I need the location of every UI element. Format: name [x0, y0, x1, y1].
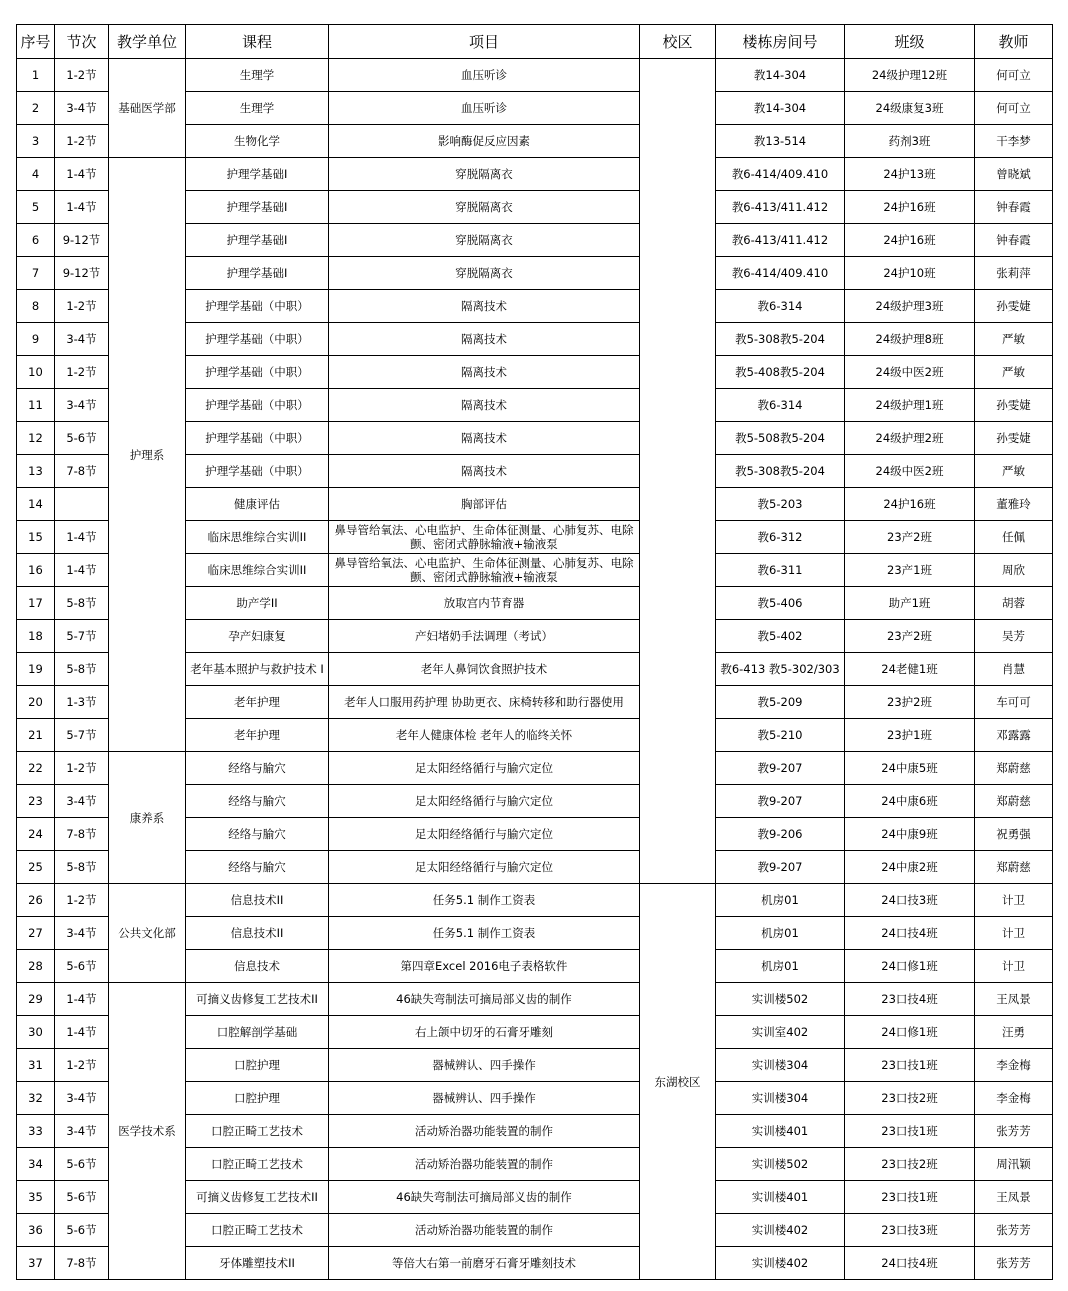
row-teacher: 计卫: [975, 950, 1053, 983]
row-project: 产妇堵奶手法调理（考试）: [329, 620, 640, 653]
row-class: 24护13班: [845, 158, 975, 191]
row-period: 1-2节: [55, 59, 109, 92]
row-no: 4: [17, 158, 55, 191]
row-no: 13: [17, 455, 55, 488]
row-course: 临床思维综合实训II: [186, 521, 329, 554]
row-no: 21: [17, 719, 55, 752]
row-course: 口腔解剖学基础: [186, 1016, 329, 1049]
row-period: 5-8节: [55, 653, 109, 686]
row-course: 口腔正畸工艺技术: [186, 1148, 329, 1181]
row-period: 1-4节: [55, 1016, 109, 1049]
row-room: 教9-206: [716, 818, 845, 851]
row-no: 23: [17, 785, 55, 818]
row-course: 经络与腧穴: [186, 785, 329, 818]
row-teacher: 曾晓斌: [975, 158, 1053, 191]
header-no: 序号: [17, 25, 55, 59]
row-no: 19: [17, 653, 55, 686]
row-course: 经络与腧穴: [186, 752, 329, 785]
row-class: 助产1班: [845, 587, 975, 620]
row-period: 5-8节: [55, 587, 109, 620]
row-room: 实训楼502: [716, 1148, 845, 1181]
row-no: 10: [17, 356, 55, 389]
row-period: 1-2节: [55, 125, 109, 158]
row-course: 助产学II: [186, 587, 329, 620]
row-project: 足太阳经络循行与腧穴定位: [329, 752, 640, 785]
row-room: 实训楼304: [716, 1082, 845, 1115]
row-room: 教9-207: [716, 851, 845, 884]
unit-cell: 公共文化部: [109, 884, 186, 983]
row-course: 护理学基础I: [186, 158, 329, 191]
row-period: 5-6节: [55, 1214, 109, 1247]
row-class: 24级护理8班: [845, 323, 975, 356]
row-period: 5-6节: [55, 1181, 109, 1214]
row-course: 牙体雕塑技术II: [186, 1247, 329, 1280]
row-no: 34: [17, 1148, 55, 1181]
row-teacher: 孙雯婕: [975, 290, 1053, 323]
row-project: 足太阳经络循行与腧穴定位: [329, 785, 640, 818]
row-teacher: 郑蔚慈: [975, 785, 1053, 818]
row-no: 18: [17, 620, 55, 653]
unit-cell: 基础医学部: [109, 59, 186, 158]
row-course: 经络与腧穴: [186, 851, 329, 884]
row-project: 穿脱隔离衣: [329, 224, 640, 257]
row-period: 3-4节: [55, 917, 109, 950]
row-teacher: 计卫: [975, 917, 1053, 950]
row-project: 穿脱隔离衣: [329, 257, 640, 290]
row-room: 教6-312: [716, 521, 845, 554]
row-class: 23口技4班: [845, 983, 975, 1016]
row-period: 9-12节: [55, 224, 109, 257]
row-period: 1-2节: [55, 290, 109, 323]
row-period: 1-4节: [55, 521, 109, 554]
row-course: 可摘义齿修复工艺技术II: [186, 1181, 329, 1214]
row-no: 3: [17, 125, 55, 158]
row-period: [55, 488, 109, 521]
row-project: 老年人口服用药护理 协助更衣、床椅转移和助行器使用: [329, 686, 640, 719]
row-project: 隔离技术: [329, 323, 640, 356]
row-period: 3-4节: [55, 389, 109, 422]
table-row: [17, 59, 1053, 92]
row-class: 23口技2班: [845, 1148, 975, 1181]
header-class: 班级: [845, 25, 975, 59]
row-course: 临床思维综合实训II: [186, 554, 329, 587]
row-project: 老年人健康体检 老年人的临终关怀: [329, 719, 640, 752]
row-room: 实训楼401: [716, 1181, 845, 1214]
row-project: 等倍大右第一前磨牙石膏牙雕刻技术: [329, 1247, 640, 1280]
row-teacher: 任佩: [975, 521, 1053, 554]
row-no: 27: [17, 917, 55, 950]
row-teacher: 郑蔚慈: [975, 752, 1053, 785]
row-teacher: 孙雯婕: [975, 422, 1053, 455]
header-course: 课程: [186, 25, 329, 59]
row-teacher: 董雅玲: [975, 488, 1053, 521]
row-project: 胸部评估: [329, 488, 640, 521]
row-period: 1-2节: [55, 752, 109, 785]
row-period: 5-8节: [55, 851, 109, 884]
row-class: 24中康6班: [845, 785, 975, 818]
row-no: 29: [17, 983, 55, 1016]
row-no: 5: [17, 191, 55, 224]
row-no: 20: [17, 686, 55, 719]
row-no: 24: [17, 818, 55, 851]
row-period: 5-7节: [55, 620, 109, 653]
row-period: 3-4节: [55, 323, 109, 356]
row-course: 护理学基础I: [186, 257, 329, 290]
row-no: 14: [17, 488, 55, 521]
row-no: 22: [17, 752, 55, 785]
row-project: 隔离技术: [329, 389, 640, 422]
row-project: 血压听诊: [329, 59, 640, 92]
row-room: 教6-414/409.410: [716, 158, 845, 191]
row-project: 隔离技术: [329, 290, 640, 323]
row-no: 36: [17, 1214, 55, 1247]
row-course: 信息技术II: [186, 884, 329, 917]
row-project: 46缺失弯制法可摘局部义齿的制作: [329, 983, 640, 1016]
row-class: 24护16班: [845, 224, 975, 257]
row-course: 孕产妇康复: [186, 620, 329, 653]
row-project: 器械辨认、四手操作: [329, 1082, 640, 1115]
row-no: 2: [17, 92, 55, 125]
row-no: 35: [17, 1181, 55, 1214]
row-period: 1-2节: [55, 1049, 109, 1082]
table-row: [17, 884, 1053, 917]
row-class: 23产2班: [845, 521, 975, 554]
row-course: 可摘义齿修复工艺技术II: [186, 983, 329, 1016]
row-project: 第四章Excel 2016电子表格软件: [329, 950, 640, 983]
row-no: 28: [17, 950, 55, 983]
row-teacher: 胡蓉: [975, 587, 1053, 620]
row-teacher: 计卫: [975, 884, 1053, 917]
row-class: 23产2班: [845, 620, 975, 653]
row-project: 足太阳经络循行与腧穴定位: [329, 818, 640, 851]
row-room: 教5-406: [716, 587, 845, 620]
row-teacher: 严敏: [975, 323, 1053, 356]
row-teacher: 干李梦: [975, 125, 1053, 158]
row-no: 25: [17, 851, 55, 884]
row-teacher: 严敏: [975, 356, 1053, 389]
header-room: 楼栋房间号: [716, 25, 845, 59]
row-period: 5-6节: [55, 422, 109, 455]
row-class: 24级康复3班: [845, 92, 975, 125]
row-class: 23口技2班: [845, 1082, 975, 1115]
row-no: 16: [17, 554, 55, 587]
row-class: 24口技3班: [845, 884, 975, 917]
row-period: 3-4节: [55, 1115, 109, 1148]
row-course: 生理学: [186, 92, 329, 125]
header-unit: 教学单位: [109, 25, 186, 59]
row-class: 24中康9班: [845, 818, 975, 851]
row-no: 17: [17, 587, 55, 620]
row-project: 隔离技术: [329, 422, 640, 455]
row-no: 32: [17, 1082, 55, 1115]
row-class: 24级护理12班: [845, 59, 975, 92]
row-class: 24中康2班: [845, 851, 975, 884]
row-room: 机房01: [716, 950, 845, 983]
row-period: 1-4节: [55, 554, 109, 587]
row-class: 24级中医2班: [845, 356, 975, 389]
row-project: 活动矫治器功能装置的制作: [329, 1214, 640, 1247]
row-room: 教14-304: [716, 92, 845, 125]
row-room: 教6-413/411.412: [716, 191, 845, 224]
table-row: [17, 983, 1053, 1016]
row-class: 24护16班: [845, 191, 975, 224]
row-period: 3-4节: [55, 92, 109, 125]
row-room: 教9-207: [716, 785, 845, 818]
row-room: 教6-311: [716, 554, 845, 587]
row-room: 教5-210: [716, 719, 845, 752]
row-project: 影响酶促反应因素: [329, 125, 640, 158]
row-room: 实训楼401: [716, 1115, 845, 1148]
row-period: 1-2节: [55, 884, 109, 917]
row-room: 实训楼502: [716, 983, 845, 1016]
schedule-table: [16, 24, 1053, 1280]
header-campus: 校区: [640, 25, 716, 59]
row-teacher: 周欣: [975, 554, 1053, 587]
row-course: 信息技术II: [186, 917, 329, 950]
row-period: 1-4节: [55, 191, 109, 224]
row-class: 24老健1班: [845, 653, 975, 686]
row-no: 31: [17, 1049, 55, 1082]
row-period: 1-4节: [55, 983, 109, 1016]
row-course: 生物化学: [186, 125, 329, 158]
row-period: 5-6节: [55, 950, 109, 983]
row-class: 24级护理1班: [845, 389, 975, 422]
row-class: 24护16班: [845, 488, 975, 521]
header-teacher: 教师: [975, 25, 1053, 59]
row-room: 教9-207: [716, 752, 845, 785]
row-teacher: 孙雯婕: [975, 389, 1053, 422]
row-project: 鼻导管给氧法、心电监护、生命体征测量、心肺复苏、电除颤、密闭式静脉输液+输液泵: [329, 521, 640, 554]
row-room: 教6-314: [716, 389, 845, 422]
row-teacher: 何可立: [975, 92, 1053, 125]
table-row: [17, 158, 1053, 191]
row-class: 24口修1班: [845, 1016, 975, 1049]
row-teacher: 张莉萍: [975, 257, 1053, 290]
row-period: 3-4节: [55, 1082, 109, 1115]
row-project: 器械辨认、四手操作: [329, 1049, 640, 1082]
header-project: 项目: [329, 25, 640, 59]
row-project: 活动矫治器功能装置的制作: [329, 1115, 640, 1148]
row-room: 教14-304: [716, 59, 845, 92]
row-no: 26: [17, 884, 55, 917]
campus-cell-empty: [640, 59, 716, 884]
row-teacher: 郑蔚慈: [975, 851, 1053, 884]
row-course: 口腔正畸工艺技术: [186, 1214, 329, 1247]
row-room: 教5-402: [716, 620, 845, 653]
row-teacher: 肖慧: [975, 653, 1053, 686]
row-room: 教5-308教5-204: [716, 323, 845, 356]
row-no: 7: [17, 257, 55, 290]
row-teacher: 周汛颖: [975, 1148, 1053, 1181]
campus-cell: 东湖校区: [640, 884, 716, 1280]
row-class: 23口技1班: [845, 1115, 975, 1148]
row-no: 37: [17, 1247, 55, 1280]
row-room: 教5-308教5-204: [716, 455, 845, 488]
row-course: 护理学基础I: [186, 224, 329, 257]
row-room: 教6-314: [716, 290, 845, 323]
row-project: 活动矫治器功能装置的制作: [329, 1148, 640, 1181]
row-room: 教5-209: [716, 686, 845, 719]
row-period: 1-2节: [55, 356, 109, 389]
row-course: 老年护理: [186, 686, 329, 719]
row-period: 1-3节: [55, 686, 109, 719]
row-course: 经络与腧穴: [186, 818, 329, 851]
row-period: 1-4节: [55, 158, 109, 191]
row-room: 实训楼402: [716, 1247, 845, 1280]
header-row: [17, 25, 1053, 59]
row-teacher: 祝勇强: [975, 818, 1053, 851]
row-teacher: 吴芳: [975, 620, 1053, 653]
row-room: 教5-408教5-204: [716, 356, 845, 389]
row-class: 23产1班: [845, 554, 975, 587]
row-no: 9: [17, 323, 55, 356]
row-class: 24级中医2班: [845, 455, 975, 488]
row-teacher: 何可立: [975, 59, 1053, 92]
row-course: 护理学基础（中职）: [186, 422, 329, 455]
row-period: 5-6节: [55, 1148, 109, 1181]
header-period: 节次: [55, 25, 109, 59]
row-course: 护理学基础I: [186, 191, 329, 224]
row-class: 24护10班: [845, 257, 975, 290]
row-teacher: 严敏: [975, 455, 1053, 488]
row-course: 健康评估: [186, 488, 329, 521]
row-room: 实训室402: [716, 1016, 845, 1049]
row-period: 3-4节: [55, 785, 109, 818]
row-teacher: 汪勇: [975, 1016, 1053, 1049]
row-project: 46缺失弯制法可摘局部义齿的制作: [329, 1181, 640, 1214]
row-project: 任务5.1 制作工资表: [329, 917, 640, 950]
row-teacher: 李金梅: [975, 1049, 1053, 1082]
row-teacher: 张芳芳: [975, 1247, 1053, 1280]
row-room: 教6-413/411.412: [716, 224, 845, 257]
unit-cell: 医学技术系: [109, 983, 186, 1280]
row-class: 24口技4班: [845, 1247, 975, 1280]
row-no: 8: [17, 290, 55, 323]
row-room: 机房01: [716, 917, 845, 950]
row-class: 23护2班: [845, 686, 975, 719]
row-no: 6: [17, 224, 55, 257]
row-room: 教13-514: [716, 125, 845, 158]
row-project: 穿脱隔离衣: [329, 191, 640, 224]
row-class: 24口修1班: [845, 950, 975, 983]
row-no: 11: [17, 389, 55, 422]
row-course: 老年基本照护与救护技术 I: [186, 653, 329, 686]
row-period: 7-8节: [55, 455, 109, 488]
unit-cell: 护理系: [109, 158, 186, 752]
row-teacher: 王凤景: [975, 1181, 1053, 1214]
row-no: 1: [17, 59, 55, 92]
row-teacher: 邓露露: [975, 719, 1053, 752]
row-course: 老年护理: [186, 719, 329, 752]
row-course: 护理学基础（中职）: [186, 356, 329, 389]
schedule-body: [17, 59, 1053, 1280]
row-room: 教6-414/409.410: [716, 257, 845, 290]
row-period: 7-8节: [55, 818, 109, 851]
row-class: 24中康5班: [845, 752, 975, 785]
row-course: 护理学基础（中职）: [186, 323, 329, 356]
row-teacher: 张芳芳: [975, 1115, 1053, 1148]
row-teacher: 车可可: [975, 686, 1053, 719]
row-period: 7-8节: [55, 1247, 109, 1280]
row-project: 隔离技术: [329, 356, 640, 389]
row-project: 穿脱隔离衣: [329, 158, 640, 191]
row-project: 血压听诊: [329, 92, 640, 125]
row-class: 23口技3班: [845, 1214, 975, 1247]
row-course: 口腔正畸工艺技术: [186, 1115, 329, 1148]
row-room: 教5-508教5-204: [716, 422, 845, 455]
row-no: 30: [17, 1016, 55, 1049]
row-course: 护理学基础（中职）: [186, 455, 329, 488]
row-class: 23口技1班: [845, 1181, 975, 1214]
row-no: 12: [17, 422, 55, 455]
row-room: 实训楼402: [716, 1214, 845, 1247]
row-class: 23口技1班: [845, 1049, 975, 1082]
row-teacher: 张芳芳: [975, 1214, 1053, 1247]
row-class: 24级护理3班: [845, 290, 975, 323]
row-project: 任务5.1 制作工资表: [329, 884, 640, 917]
row-project: 隔离技术: [329, 455, 640, 488]
row-class: 24级护理2班: [845, 422, 975, 455]
row-project: 鼻导管给氧法、心电监护、生命体征测量、心肺复苏、电除颤、密闭式静脉输液+输液泵: [329, 554, 640, 587]
row-project: 放取宫内节育器: [329, 587, 640, 620]
row-no: 33: [17, 1115, 55, 1148]
row-course: 信息技术: [186, 950, 329, 983]
row-period: 5-7节: [55, 719, 109, 752]
row-room: 教6-413 教5-302/303: [716, 653, 845, 686]
row-class: 药剂3班: [845, 125, 975, 158]
unit-cell: 康养系: [109, 752, 186, 884]
row-project: 足太阳经络循行与腧穴定位: [329, 851, 640, 884]
row-teacher: 李金梅: [975, 1082, 1053, 1115]
row-no: 15: [17, 521, 55, 554]
row-room: 机房01: [716, 884, 845, 917]
row-teacher: 王凤景: [975, 983, 1053, 1016]
row-room: 教5-203: [716, 488, 845, 521]
row-period: 9-12节: [55, 257, 109, 290]
row-teacher: 钟春霞: [975, 191, 1053, 224]
row-class: 24口技4班: [845, 917, 975, 950]
row-course: 口腔护理: [186, 1082, 329, 1115]
row-project: 老年人鼻饲饮食照护技术: [329, 653, 640, 686]
row-room: 实训楼304: [716, 1049, 845, 1082]
row-class: 23护1班: [845, 719, 975, 752]
row-project: 右上颌中切牙的石膏牙雕刻: [329, 1016, 640, 1049]
row-course: 生理学: [186, 59, 329, 92]
row-course: 口腔护理: [186, 1049, 329, 1082]
row-teacher: 钟春霞: [975, 224, 1053, 257]
row-course: 护理学基础（中职）: [186, 389, 329, 422]
row-course: 护理学基础（中职）: [186, 290, 329, 323]
table-row: [17, 752, 1053, 785]
